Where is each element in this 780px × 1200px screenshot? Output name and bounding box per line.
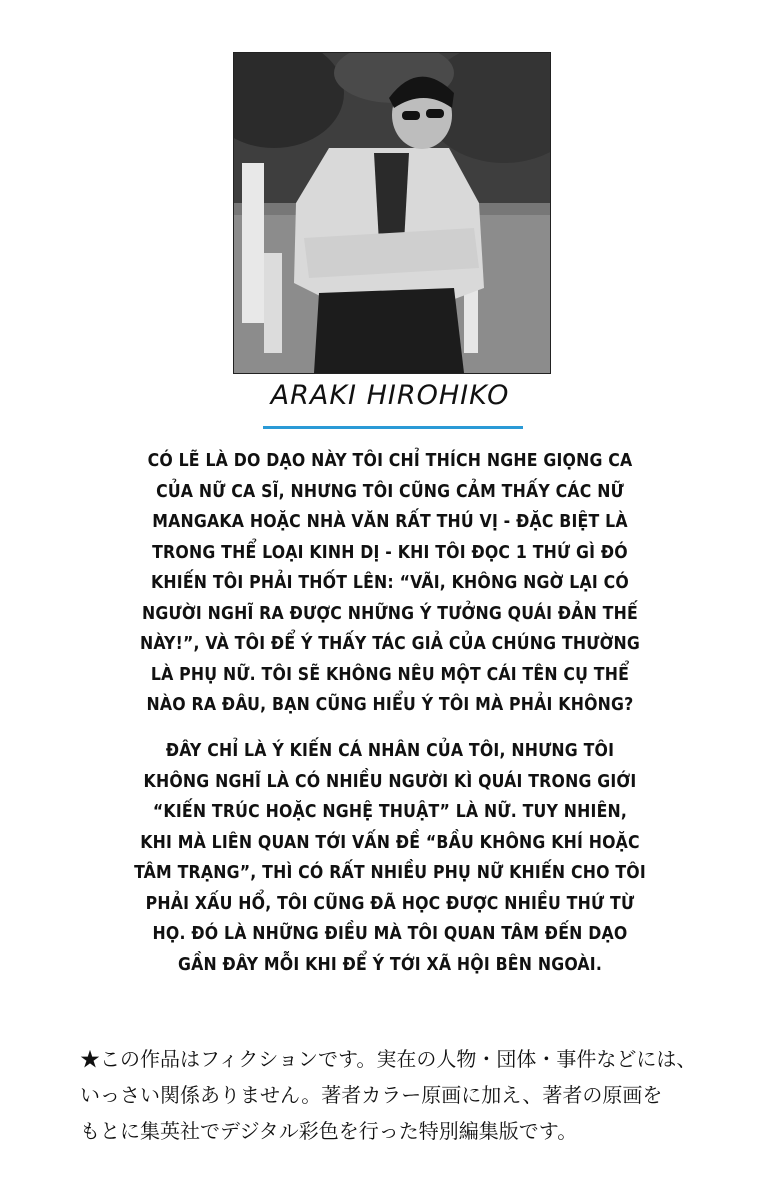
- essay-paragraph-1: [130, 446, 650, 721]
- essay-line: KHI MÀ LIÊN QUAN TỚI VẤN ĐỀ “BẦU KHÔNG KHÍ HOẶC: [140, 832, 640, 853]
- essay-line: TÂM TRẠNG”, THÌ CÓ RẤT NHIỀU PHỤ NỮ KHIẾN CHO TÔI: [134, 863, 646, 883]
- essay-line: GẦN ĐÂY MỖI KHI ĐỂ Ý TỚI XÃ HỘI BÊN NGOÀI.: [177, 954, 603, 975]
- essay-line: NÀY!”, VÀ TÔI ĐỂ Ý THẤY TÁC GIẢ CỦA CHÚNG THƯỜNG: [139, 634, 641, 654]
- essay-line: LÀ PHỤ NỮ. TÔI SẼ KHÔNG NÊU MỘT CÁI TÊN CỤ THỂ: [150, 664, 630, 685]
- essay-line: CÓ LẼ LÀ DO DẠO NÀY TÔI CHỈ THÍCH NGHE GIỌNG CA: [147, 451, 633, 471]
- essay-line: KHÔNG NGHĨ LÀ CÓ NHIỀU NGƯỜI KÌ QUÁI TRONG GIỚI: [143, 771, 637, 792]
- essay-line: HỌ. ĐÓ LÀ NHỮNG ĐIỀU MÀ TÔI QUAN TÂM ĐẾN DẠO: [152, 924, 628, 944]
- fiction-notice: [80, 1041, 720, 1149]
- author-name: ARAKI HIROHIKO: [270, 380, 510, 411]
- essay-line: NÀO RA ĐÂU, BẠN CŨNG HIỂU Ý TÔI MÀ PHẢI KHÔNG?: [146, 695, 634, 715]
- author-name-underline: [263, 426, 523, 429]
- essay-line: NGƯỜI NGHĨ RA ĐƯỢC NHỮNG Ý TƯỞNG QUÁI ĐẢN THẾ: [142, 603, 638, 624]
- notice-line: ★この作品はフィクションです。実在の人物・団体・事件などには、: [80, 1047, 697, 1071]
- essay-line: KHIẾN TÔI PHẢI THỐT LÊN: “VÃI, KHÔNG NGỜ LẠI CÓ: [151, 573, 629, 593]
- essay-line: CỦA NỮ CA SĨ, NHƯNG TÔI CŨNG CẢM THẤY CÁC NỮ: [156, 481, 624, 502]
- notice-line: もとに集英社でデジタル彩色を行った特別編集版です。: [80, 1119, 578, 1143]
- notice-line: いっさい関係ありません。著者カラー原画に加え、著者の原画を: [80, 1083, 663, 1107]
- essay-line: TRONG THỂ LOẠI KINH DỊ - KHI TÔI ĐỌC 1 THỨ GÌ ĐÓ: [152, 542, 628, 563]
- author-photo: [233, 52, 551, 374]
- author-photo-illustration: [234, 53, 550, 373]
- essay-line: PHẢI XẤU HỔ, TÔI CŨNG ĐÃ HỌC ĐƯỢC NHIỀU THỨ TỪ: [145, 893, 635, 914]
- essay-line: MANGAKA HOẶC NHÀ VĂN RẤT THÚ VỊ - ĐẶC BIỆT LÀ: [152, 512, 628, 532]
- essay-paragraph-2: [130, 736, 650, 980]
- essay-line: ĐÂY CHỈ LÀ Ý KIẾN CÁ NHÂN CỦA TÔI, NHƯNG TÔI: [165, 741, 615, 761]
- essay-line: “KIẾN TRÚC HOẶC NGHỆ THUẬT” LÀ NỮ. TUY NHIÊN,: [152, 802, 628, 822]
